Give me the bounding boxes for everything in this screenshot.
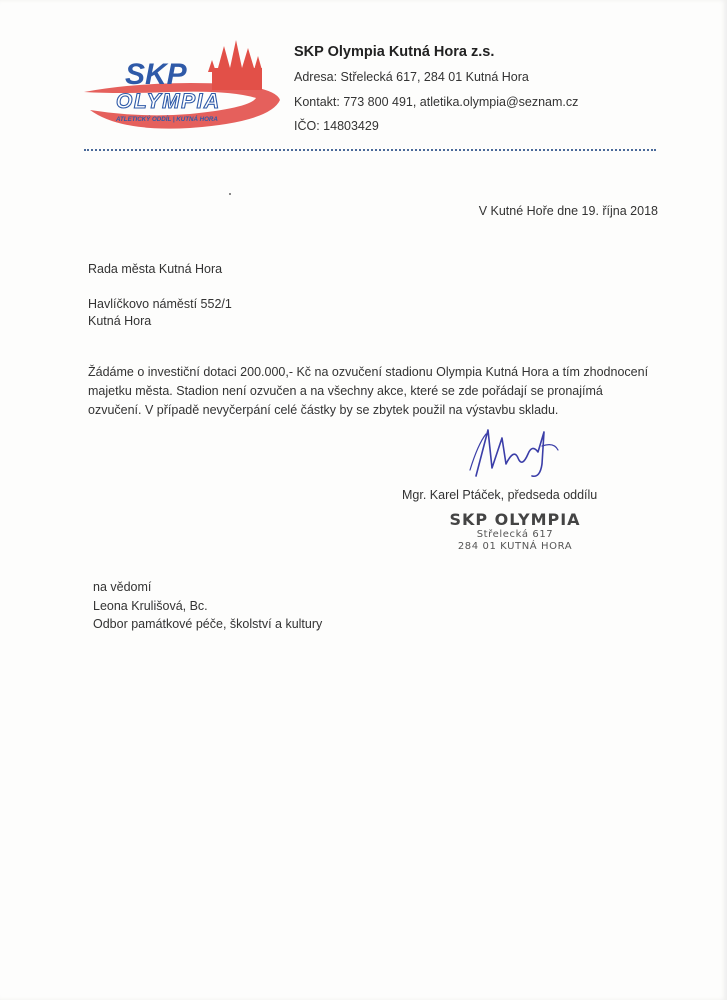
letter-body-paragraph: Žádáme o investiční dotaci 200.000,- Kč na ozvučení stadionu Olympia Kutná Hora a tím zhodnocení majetku města. Stadion není ozvučen a na všechny akce, které se zde pořádají se pronajímá ozvučení. V případě nevyčerpání celé částky by se zbytek použil na výstavbu skladu.: [88, 365, 649, 417]
logo-olympia-text: OLYMPIA: [116, 90, 221, 113]
organization-stamp: [440, 510, 590, 553]
letter-body: [88, 363, 658, 420]
recipient-line-1: Rada města Kutná Hora: [88, 262, 223, 276]
signer-name: Mgr. Karel Ptáček, předseda oddílu: [402, 488, 598, 502]
stamp-street: Střelecká 617: [476, 529, 554, 540]
logo-tagline-text: ATLETICKÝ ODDÍL | KUTNÁ HORA: [116, 116, 218, 123]
letter-date: V Kutné Hoře dne 19. října 2018: [478, 204, 658, 218]
stamp-title: SKP OLYMPIA: [449, 510, 581, 529]
logo-skp-text: SKP: [125, 58, 187, 91]
stamp-city: 284 01 KUTNÁ HORA: [457, 541, 573, 552]
header-divider: [84, 149, 656, 151]
recipient-line-3: Kutná Hora: [88, 314, 152, 328]
organization-name: SKP Olympia Kutná Hora z.s.: [294, 44, 495, 60]
handwritten-signature: [458, 424, 568, 484]
paper-speck: [229, 193, 231, 195]
recipient-line-2: Havlíčkovo náměstí 552/1: [88, 297, 232, 311]
organization-address: Adresa: Střelecká 617, 284 01 Kutná Hora: [294, 70, 529, 84]
organization-contact: Kontakt: 773 800 491, atletika.olympia@seznam.cz: [294, 95, 579, 109]
cc-person: Leona Krulišová, Bc.: [93, 599, 208, 613]
cc-label: na vědomí: [93, 580, 152, 594]
church-silhouette-icon: [208, 40, 262, 90]
skp-olympia-logo: [80, 40, 285, 140]
cc-department: Odbor památkové péče, školství a kultury: [93, 617, 323, 631]
organization-ico: IČO: 14803429: [294, 119, 379, 133]
